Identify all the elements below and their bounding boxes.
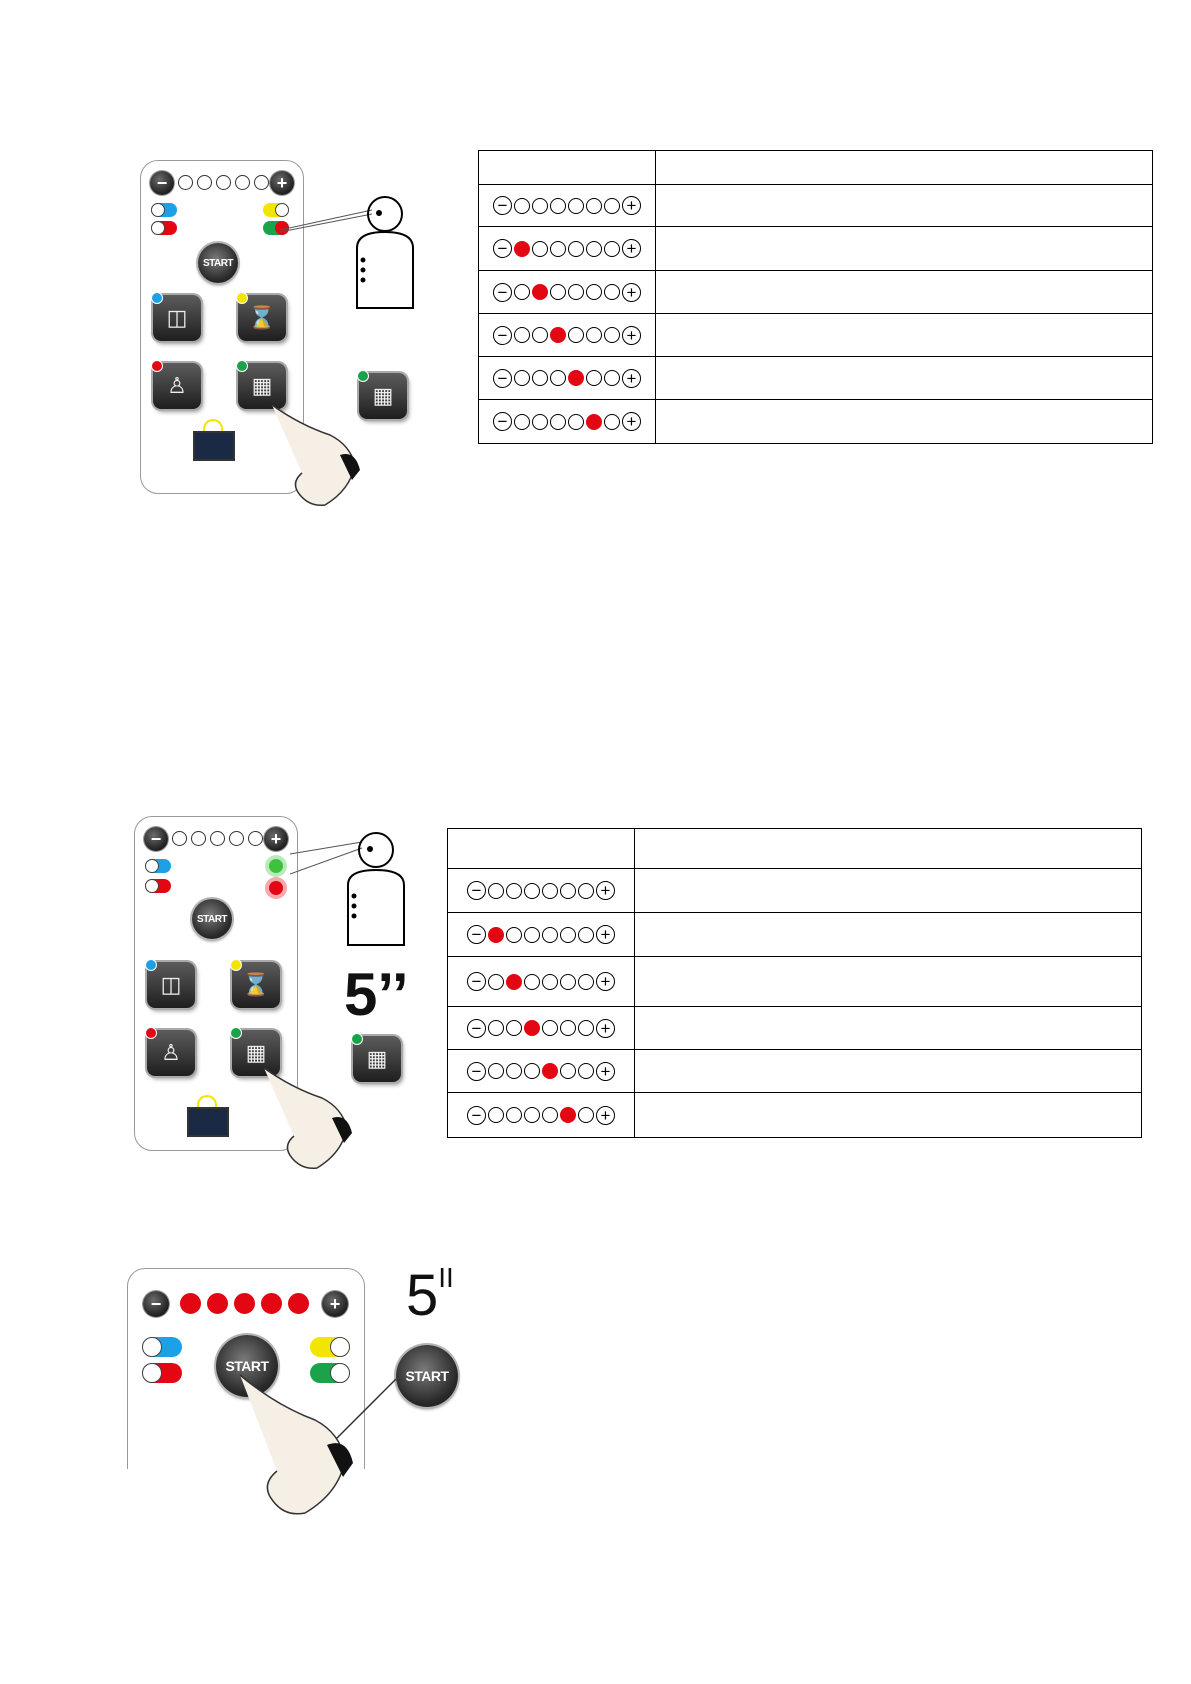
- led-pattern-cell: [448, 957, 635, 1007]
- led-off: [514, 198, 530, 214]
- led-off: [524, 1107, 540, 1123]
- led-off: [568, 241, 584, 257]
- led-off: [604, 414, 620, 430]
- led-pattern: [448, 1062, 634, 1081]
- power-led-row-all-on: [180, 1293, 309, 1314]
- blue-indicator: [145, 859, 171, 873]
- description-cell: [635, 869, 1142, 913]
- power-led-on: [261, 1293, 282, 1314]
- figure-2: [0, 800, 1191, 1180]
- led-pattern-cell: [479, 271, 656, 314]
- mode-table-2-body: [448, 869, 1142, 1138]
- led-off: [488, 974, 504, 990]
- power-led: [254, 175, 269, 190]
- led-off: [560, 1020, 576, 1036]
- plus-icon: +: [596, 1062, 615, 1081]
- led-on: [550, 327, 566, 343]
- description-cell: [656, 227, 1153, 271]
- minus-icon: −: [467, 972, 486, 991]
- led-off: [532, 414, 548, 430]
- wifi-lock-icon: ◫: [166, 305, 188, 330]
- blue-indicator: [151, 203, 177, 217]
- led-off: [532, 198, 548, 214]
- wifi-lock-icon: ◫: [160, 972, 182, 997]
- table-header-cell: [635, 829, 1142, 869]
- plus-icon: +: [622, 412, 641, 431]
- table-row: [479, 314, 1153, 357]
- mode-table-1-body: [479, 185, 1153, 444]
- led-off: [586, 327, 602, 343]
- power-led: [235, 175, 250, 190]
- mode-table-1: [478, 150, 1153, 444]
- description-cell: [635, 1050, 1142, 1093]
- led-pattern-cell: [448, 869, 635, 913]
- green-led-blinking: [269, 859, 283, 873]
- led-off: [550, 370, 566, 386]
- led-on: [524, 1020, 540, 1036]
- red-indicator: [151, 221, 177, 235]
- plus-icon: +: [622, 283, 641, 302]
- green-dot: [230, 1027, 242, 1039]
- led-pattern-cell: [479, 227, 656, 271]
- led-off: [578, 1063, 594, 1079]
- red-indicator: [145, 879, 171, 893]
- minus-icon: −: [467, 1019, 486, 1038]
- led-off: [586, 198, 602, 214]
- led-off: [568, 327, 584, 343]
- minus-icon: −: [467, 925, 486, 944]
- timer-label: [406, 1262, 454, 1329]
- blue-dot: [151, 292, 163, 304]
- led-pattern: [479, 239, 655, 258]
- table-header-cell: [479, 151, 656, 185]
- plus-button[interactable]: +: [270, 171, 294, 195]
- led-pattern: [448, 925, 634, 944]
- power-led-on: [180, 1293, 201, 1314]
- power-led: [191, 831, 206, 846]
- power-led: [172, 831, 187, 846]
- led-off: [542, 883, 558, 899]
- building-icon: ▦: [251, 373, 273, 398]
- red-led-blinking: [269, 881, 283, 895]
- led-pattern-cell: [479, 400, 656, 444]
- plus-button[interactable]: +: [264, 827, 288, 851]
- led-off: [578, 1020, 594, 1036]
- power-led-row: [172, 831, 263, 846]
- person-icon: ♙: [161, 1040, 181, 1065]
- led-pattern: [448, 1019, 634, 1038]
- person-icon: ♙: [167, 373, 187, 398]
- table-row: [448, 869, 1142, 913]
- power-led-on: [234, 1293, 255, 1314]
- minus-icon: −: [493, 369, 512, 388]
- hand-pressing-icon: [270, 395, 380, 515]
- led-off: [506, 1020, 522, 1036]
- blue-indicator: [142, 1337, 182, 1357]
- led-pattern: [479, 196, 655, 215]
- power-led: [178, 175, 193, 190]
- led-off: [488, 883, 504, 899]
- table-row: [448, 1007, 1142, 1050]
- minus-icon: −: [493, 326, 512, 345]
- led-on: [586, 414, 602, 430]
- yellow-dot: [236, 292, 248, 304]
- led-pattern: [479, 283, 655, 302]
- led-pattern-cell: [479, 185, 656, 227]
- table-header-cell: [448, 829, 635, 869]
- timer-mark: II: [438, 1262, 454, 1293]
- green-dot: [357, 370, 369, 382]
- solar-panel-icon: [193, 431, 235, 461]
- description-cell: [635, 1093, 1142, 1138]
- hand-pressing-icon: [262, 1058, 372, 1178]
- mode-table-2: [447, 828, 1142, 1138]
- description-cell: [635, 913, 1142, 957]
- table-row: [479, 400, 1153, 444]
- description-cell: [656, 400, 1153, 444]
- led-off: [542, 927, 558, 943]
- led-off: [578, 974, 594, 990]
- led-off: [524, 927, 540, 943]
- led-off: [604, 198, 620, 214]
- signal-icon: [203, 419, 223, 431]
- led-off: [604, 284, 620, 300]
- led-off: [532, 327, 548, 343]
- led-off: [488, 1063, 504, 1079]
- led-off: [514, 327, 530, 343]
- table-row: [479, 271, 1153, 314]
- operator-figure: [290, 830, 420, 960]
- building-icon: ▦: [245, 1040, 267, 1065]
- led-on: [568, 370, 584, 386]
- table-row: [448, 1050, 1142, 1093]
- led-off: [514, 284, 530, 300]
- minus-button[interactable]: −: [144, 827, 168, 851]
- led-off: [506, 927, 522, 943]
- led-pattern: [479, 369, 655, 388]
- signal-icon: [197, 1095, 217, 1107]
- led-off: [542, 1107, 558, 1123]
- led-off: [532, 370, 548, 386]
- timer-label: 5’’: [344, 961, 409, 1028]
- led-pattern: [479, 326, 655, 345]
- table-header-cell: [656, 151, 1153, 185]
- table-row: [479, 227, 1153, 271]
- power-led-row: [178, 175, 269, 190]
- power-led-on: [207, 1293, 228, 1314]
- power-led-on: [288, 1293, 309, 1314]
- plus-icon: +: [622, 196, 641, 215]
- led-off: [560, 927, 576, 943]
- start-button[interactable]: START: [192, 899, 232, 939]
- minus-icon: −: [467, 881, 486, 900]
- led-off: [524, 974, 540, 990]
- plus-button[interactable]: +: [322, 1291, 348, 1317]
- plus-icon: +: [622, 369, 641, 388]
- minus-icon: −: [493, 239, 512, 258]
- led-off: [532, 241, 548, 257]
- blue-dot: [145, 959, 157, 971]
- led-off: [568, 198, 584, 214]
- led-off: [506, 1063, 522, 1079]
- table-row: [448, 957, 1142, 1007]
- red-dot: [151, 360, 163, 372]
- led-off: [524, 883, 540, 899]
- minus-button[interactable]: −: [143, 1291, 169, 1317]
- start-button[interactable]: START: [216, 1335, 278, 1397]
- power-led: [248, 831, 263, 846]
- led-pattern-cell: [448, 1007, 635, 1050]
- description-cell: [656, 357, 1153, 400]
- led-off: [586, 284, 602, 300]
- led-off: [550, 241, 566, 257]
- start-button-zoom: START: [396, 1345, 458, 1407]
- building-icon: ▦: [372, 383, 394, 408]
- plus-icon: +: [596, 881, 615, 900]
- led-off: [514, 414, 530, 430]
- hourglass-icon: ⌛: [242, 972, 270, 997]
- led-on: [514, 241, 530, 257]
- plus-icon: +: [596, 972, 615, 991]
- led-on: [506, 974, 522, 990]
- led-off: [488, 1107, 504, 1123]
- table-row: [479, 357, 1153, 400]
- plus-icon: +: [622, 326, 641, 345]
- table-row: [448, 1093, 1142, 1138]
- minus-icon: −: [467, 1106, 486, 1125]
- minus-icon: −: [467, 1062, 486, 1081]
- led-off: [568, 284, 584, 300]
- power-led: [197, 175, 212, 190]
- power-led: [216, 175, 231, 190]
- table-row: [479, 185, 1153, 227]
- led-pattern-cell: [448, 1050, 635, 1093]
- led-pattern-cell: [479, 314, 656, 357]
- led-off: [560, 1063, 576, 1079]
- plus-icon: +: [622, 239, 641, 258]
- solar-panel-icon: [187, 1107, 229, 1137]
- led-pattern: [448, 1106, 634, 1125]
- led-on: [542, 1063, 558, 1079]
- led-on: [532, 284, 548, 300]
- led-off: [488, 1020, 504, 1036]
- plus-icon: +: [596, 925, 615, 944]
- led-off: [604, 327, 620, 343]
- led-off: [550, 284, 566, 300]
- hand-pressing-icon: [235, 1365, 385, 1525]
- led-off: [560, 883, 576, 899]
- led-off: [604, 370, 620, 386]
- led-off: [524, 1063, 540, 1079]
- led-off: [578, 927, 594, 943]
- led-on: [488, 927, 504, 943]
- green-dot: [236, 360, 248, 372]
- timer-value: 5: [406, 1263, 439, 1328]
- yellow-indicator: [310, 1337, 350, 1357]
- figure-3: [0, 1250, 1191, 1510]
- building-icon: ▦: [366, 1046, 388, 1071]
- description-cell: [635, 957, 1142, 1007]
- led-off: [586, 370, 602, 386]
- led-pattern-cell: [479, 357, 656, 400]
- led-off: [542, 1020, 558, 1036]
- description-cell: [656, 271, 1153, 314]
- led-off: [550, 198, 566, 214]
- led-off: [586, 241, 602, 257]
- green-dot: [351, 1033, 363, 1045]
- led-off: [578, 883, 594, 899]
- yellow-dot: [230, 959, 242, 971]
- led-off: [560, 974, 576, 990]
- minus-icon: −: [493, 412, 512, 431]
- minus-icon: −: [493, 196, 512, 215]
- table-row: [448, 913, 1142, 957]
- led-off: [578, 1107, 594, 1123]
- led-pattern-cell: [448, 1093, 635, 1138]
- led-off: [550, 414, 566, 430]
- operator-figure: [280, 190, 430, 320]
- led-off: [506, 1107, 522, 1123]
- led-off: [506, 883, 522, 899]
- plus-icon: +: [596, 1106, 615, 1125]
- led-on: [560, 1107, 576, 1123]
- minus-icon: −: [493, 283, 512, 302]
- led-off: [568, 414, 584, 430]
- power-led: [210, 831, 225, 846]
- led-pattern-cell: [448, 913, 635, 957]
- red-dot: [145, 1027, 157, 1039]
- led-off: [542, 974, 558, 990]
- minus-button[interactable]: −: [150, 171, 174, 195]
- description-cell: [656, 314, 1153, 357]
- start-button[interactable]: START: [198, 243, 238, 283]
- led-off: [514, 370, 530, 386]
- hourglass-icon: ⌛: [248, 305, 276, 330]
- led-pattern: [448, 881, 634, 900]
- led-off: [604, 241, 620, 257]
- plus-icon: +: [596, 1019, 615, 1038]
- led-pattern: [479, 412, 655, 431]
- red-indicator: [142, 1363, 182, 1383]
- led-pattern: [448, 972, 634, 991]
- figure-1: [0, 0, 1191, 540]
- power-led: [229, 831, 244, 846]
- description-cell: [656, 185, 1153, 227]
- description-cell: [635, 1007, 1142, 1050]
